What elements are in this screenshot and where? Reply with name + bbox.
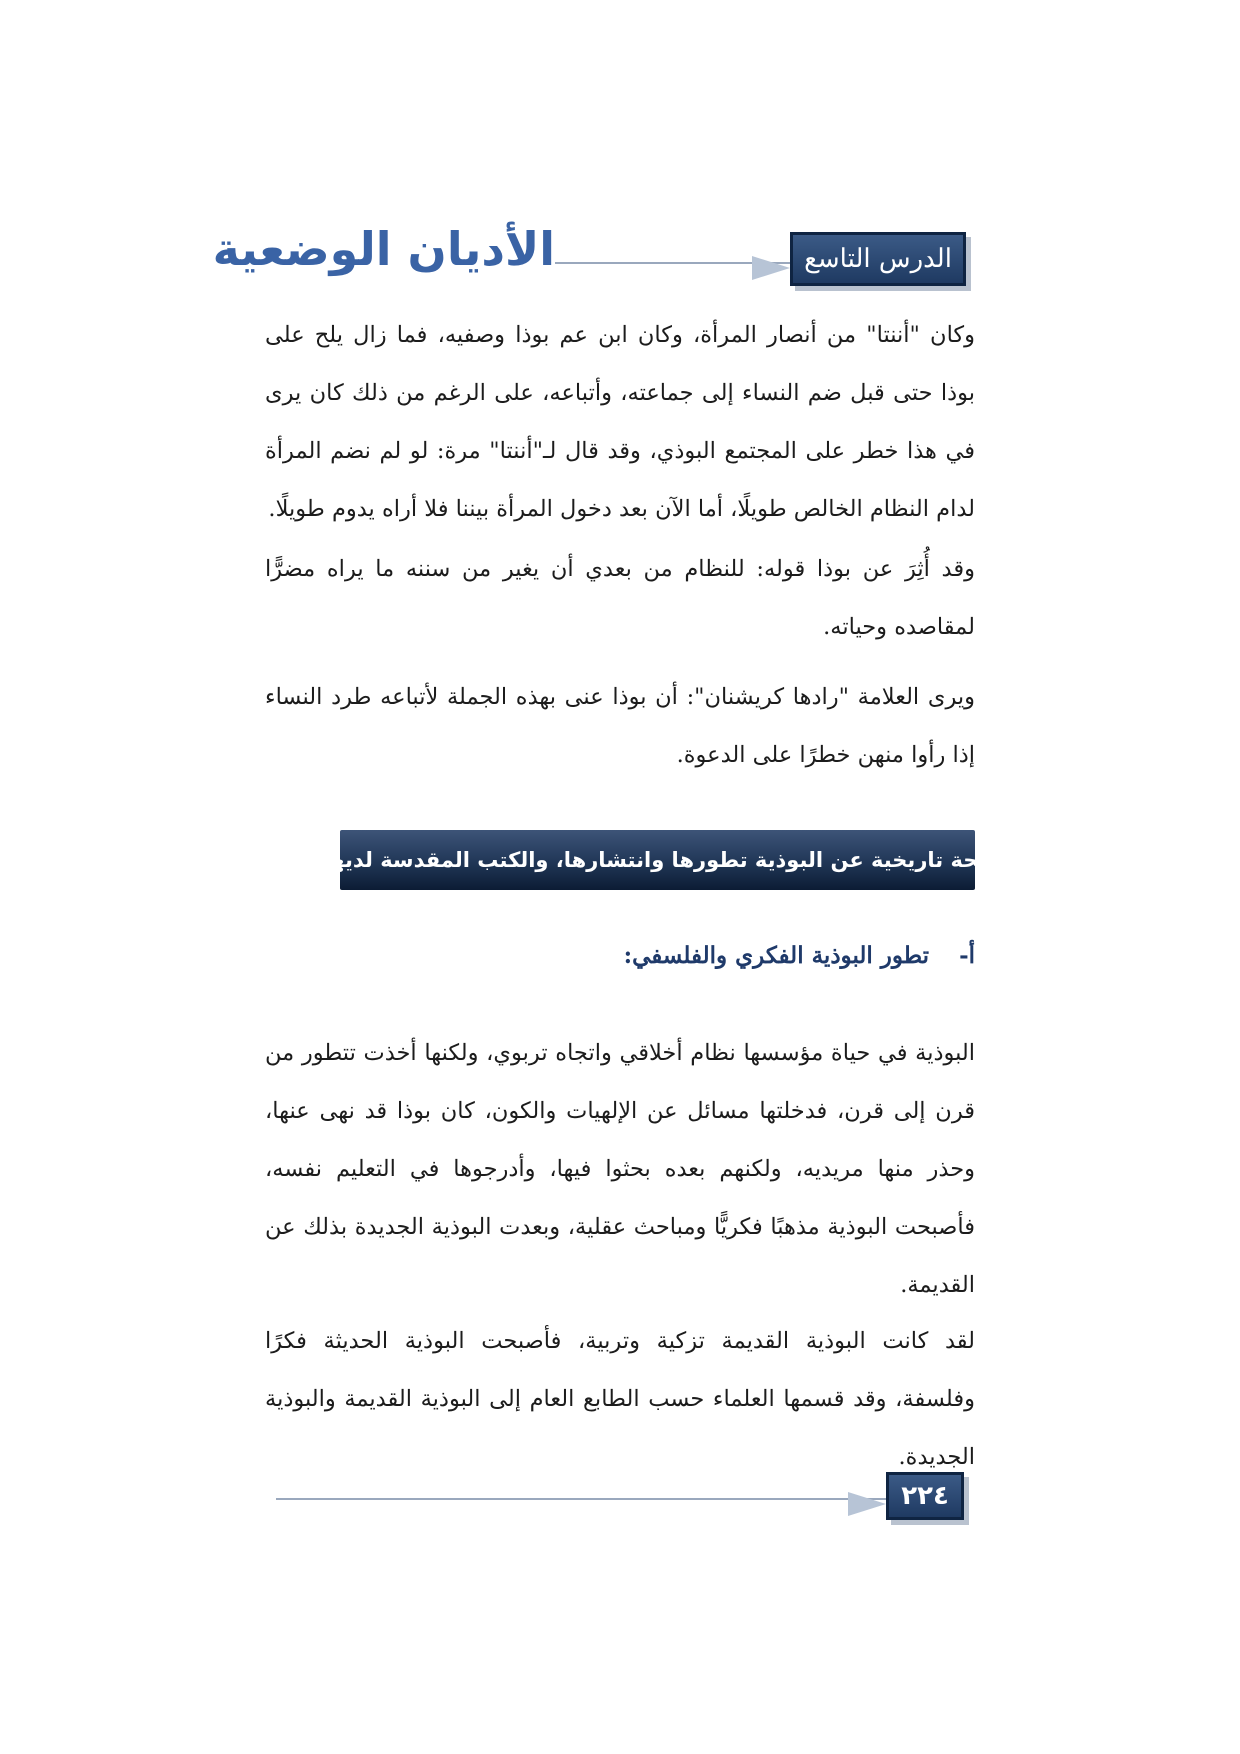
footer-rule bbox=[276, 1498, 886, 1500]
paragraph-1-text: وكان "أننتا" من أنصار المرأة، وكان ابن عم بوذا وصفيه، فما زال يلح على بوذا حتى قبل ضم النساء إلى جماعته، وأتباعه، على الرغم من ذلك كان يرى في هذا خطر على المجتمع البوذي، وقد قال لـ"أننتا" مرة: لو لم نضم المرأة لدام النظام الخالص طويلًا، أما الآن بعد دخول المرأة بيننا فلا أراه يدوم طويلًا. bbox=[265, 322, 975, 522]
book-title: الأديان الوضعية bbox=[212, 222, 555, 276]
paragraph-2-text: وقد أُثِرَ عن بوذا قوله: للنظام من بعدي أن يغير من سننه ما يراه مضرًّا لمقاصده وحياته. bbox=[265, 556, 975, 640]
subheading-marker: أ- bbox=[959, 942, 975, 969]
paragraph-3-text: ويرى العلامة "رادها كريشنان": أن بوذا عنى بهذه الجملة لأتباعه طرد النساء إذا رأوا منهن خطرًا على الدعوة. bbox=[265, 684, 975, 768]
paragraph-5-text: لقد كانت البوذية القديمة تزكية وتربية، فأصبحت البوذية الحديثة فكرًا وفلسفة، وقد قسمها العلماء حسب الطابع العام إلى البوذية القديمة والبوذية الجديدة. bbox=[265, 1328, 975, 1470]
page-number: ٢٢٤ bbox=[901, 1481, 949, 1511]
paragraph-4 bbox=[265, 1024, 975, 1314]
footer-rule-wedge bbox=[848, 1492, 886, 1516]
paragraph-3 bbox=[265, 668, 975, 784]
section-banner bbox=[314, 830, 1001, 890]
section-banner-text: لمحة تاريخية عن البوذية تطورها وانتشارها، والكتب المقدسة لديهم bbox=[314, 848, 1001, 872]
paragraph-1 bbox=[265, 306, 975, 538]
paragraph-2 bbox=[265, 540, 975, 656]
lesson-label: الدرس التاسع bbox=[804, 244, 952, 274]
subheading-text: تطور البوذية الفكري والفلسفي: bbox=[623, 942, 930, 969]
header-rule-wedge bbox=[752, 256, 790, 280]
page-number-badge bbox=[886, 1472, 964, 1520]
lesson-badge bbox=[790, 232, 966, 286]
paragraph-4-text: البوذية في حياة مؤسسها نظام أخلاقي واتجاه تربوي، ولكنها أخذت تتطور من قرن إلى قرن، فدخلتها مسائل عن الإلهيات والكون، كان بوذا قد نهى عنها، وحذر منها مريديه، ولكنهم بعده بحثوا فيها، وأدرجوها في التعليم نفسه، فأصبحت البوذية مذهبًا فكريًّا ومباحث عقلية، وبعدت البوذية الجديدة بذلك عن القديمة. bbox=[265, 1040, 975, 1298]
subheading bbox=[600, 942, 975, 969]
paragraph-5 bbox=[265, 1312, 975, 1486]
